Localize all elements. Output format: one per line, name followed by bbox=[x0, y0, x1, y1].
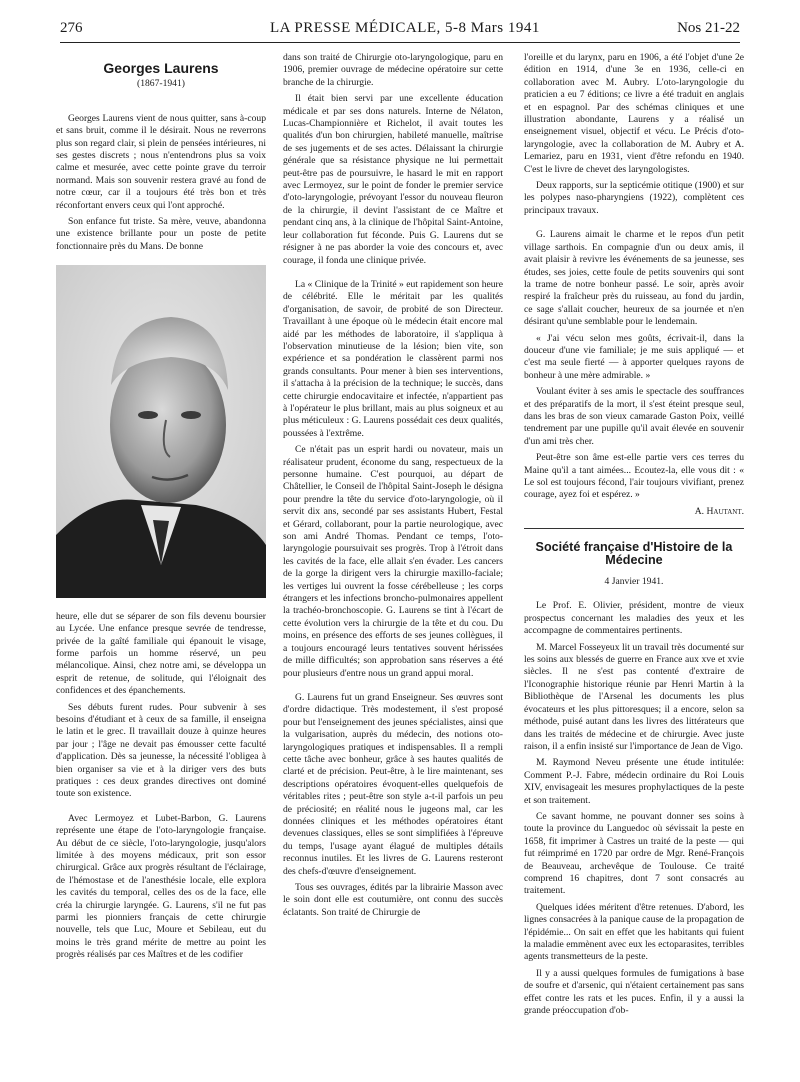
paragraph: Georges Laurens vient de nous quitter, sans à-coup et sans bruit, comme il le désirait. Nous ne reverrons plus son regard clair, si plein de pensées intérieures, ni ses gestes discrets ; nous n'entendrons plus sa voix calme et mesurée, avec cette pointe grave du terroir normand. Mais son souvenir restera gravé au fond de notre cœur, car il a toujours été très bon et très réconfortant envers ceux qui l'ont approché. bbox=[56, 112, 266, 211]
paragraph: Il y a aussi quelques formules de fumigations à base de soufre et d'arsenic, qui n'étaient certainement pas sans effet contre les rats et les puces. Enfin, il y a aussi la grande préoccupation d'ob- bbox=[524, 967, 744, 1017]
paragraph: G. Laurens fut un grand Enseigneur. Ses œuvres sont d'ordre didactique. Très modestement, il s'est proposé pour but l'enseignement des jeunes spécialistes, ainsi que la vulgarisation, auprès du médecin, des notions oto-laryngologiques pratiques et indispensables. Il a rempli cette tâche avec bonheur, grâce à ses hautes qualités de clarté et de précision. Peut-être, à le lire maintenant, ses descriptions opératoires évoquent-elles quelquefois de véritables rites ; peut-être son style a-t-il parfois un peu de préciosité; en réalité nous le jugeons mal, car les données cliniques et les méthodes opératoires étant devenues classiques, elles se sont simplifiées à l'épreuve du temps, l'usage ayant élagué de multiples détails reconnus inutiles. Et les livres de G. Laurens resteront des chefs-d'œuvre d'enseignement. bbox=[283, 691, 503, 877]
signature: A. Hautant. bbox=[694, 505, 744, 517]
paragraph: l'oreille et du larynx, paru en 1906, a été l'objet d'une 2e édition en 1914, d'une 3e en 1936, celle-ci en collaboration avec M. Aubry. L'oto-laryngologie du praticien a eu 7 éditions; ce livre a été traduit en anglais et en espagnol. Par des schémas cliniques et une illustration abondante, Laurens y a réalisé un enseignement visuel, objectif et vécu. Le Précis d'oto-laryngologie, avec la collaboration de M. Aubry et A. Lemariez, paru en 1931, vient d'être refondu en 1940. C'est le livre de chevet des laryngologistes. bbox=[524, 52, 744, 175]
journal-title: LA PRESSE MÉDICALE, 5-8 Mars 1941 bbox=[270, 20, 540, 36]
section-divider bbox=[524, 528, 744, 529]
paragraph: Quelques idées méritent d'être retenues. D'abord, les lignes consacrées à la panique cause de la propagation de l'épidémie... On sait en effet que les habitants qui fuient la maladie emmènent avec eux les ectoparasites, terribles agents transmetteurs de la peste. bbox=[524, 901, 744, 963]
paragraph: Ce n'était pas un esprit hardi ou novateur, mais un réalisateur prudent, économe du sang, respectueux de la personne humaine. C'est pourquoi, au départ de Châtellier, le Conseil de l'hôpital Saint-Joseph le désigna pour prendre la tête du service d'oto-laryngologie, où il servit dix ans, secondé par ses assistants Hubert, Festal et Gérard, collaborant, pour la partie neurologique, avec son ami André Thomas. Pendant ce temps, l'oto-laryngologie poursuivait ses progrès. Trop à l'étroit dans les cavités de la face, elle allait s'en évader. Les cancers de la gorge la dirigent vers la chirurgie maxillo-faciale; les vertiges lui ouvrent la fosse cérébelleuse ; les corps étrangers et les infections broncho-pulmonaires appellent la trachéo-bronchoscopie. G. Laurens se tint à l'écart de cette évolution vers la chirurgie de la tête et du cou. Du moins, en présence des efforts de ses jeunes collègues, il a toujours encouragé leurs tentatives souvent hérissées de mille difficultés; son approbation sans réserves a été pour plusieurs d'entre nous un grand appui moral. bbox=[283, 444, 503, 679]
society-title: Société française d'Histoire de la Médecine bbox=[535, 540, 733, 567]
paragraph: Il était bien servi par une excellente éducation médicale et par ses dons naturels. Interne de Nélaton, Lucas-Championnière et Richelot, il avait toutes les qualités d'un bon chirurgien, habileté manuelle, maîtrise de ses jugements et de ses actes. Délaissant la chirurgie générale que sa résistance physique ne lui permettait peut-être pas de poursuivre, le hasard le mit en rapport avec Lermoyez, sur le point de fonder le premier service d'oto-laryngologie, prévoyant l'essor du nouveau fleuron de la chirurgie, il devint l'assistant de ce Maître et pendant cinq ans, à la clinique de l'hôpital Saint-Antoine, leur collaboration fut féconde. Puis G. Laurens dut se résigner à ne pas aborder la voie des concours et, avec courage, il fonda une clinique privée. bbox=[283, 93, 503, 266]
page-number: 276 bbox=[60, 20, 83, 36]
paragraph: « J'ai vécu selon mes goûts, écrivait-il, dans la douceur d'une vie familiale; je me suis appliqué — et c'est ma seule fierté — à apporter quelques rayons de bonheur à une mère admirable. » bbox=[524, 332, 744, 381]
obituary-dates: (1867-1941) bbox=[137, 78, 185, 90]
paragraph: heure, elle dut se séparer de son fils devenu boursier au Lycée. Une enfance presque sevrée de tendresse, privée de la gaîté familiale qui épanouit le visage, forme parfois un homme réservé, un peu mélancolique. Ainsi, chez notre ami, se développa un esprit de retenue, de solitude, qui l'éloignait des confidences et des épanchements. bbox=[56, 610, 266, 697]
society-date: 4 Janvier 1941. bbox=[604, 576, 664, 588]
paragraph: Son enfance fut triste. Sa mère, veuve, abandonna une existence brillante pour un poste de petite fonctionnaire près du Mans. De bonne bbox=[56, 216, 266, 252]
issue-number: Nos 21-22 bbox=[677, 20, 740, 36]
obituary-title: Georges Laurens bbox=[103, 60, 219, 76]
paragraph: Avec Lermoyez et Lubet-Barbon, G. Laurens représente une étape de l'oto-laryngologie française. Au début de ce siècle, l'oto-laryngologie, jusqu'alors limitée à des moyens médicaux, prit son essor chirurgical. Grâce aux progrès résultant de l'éclairage, de l'hémostase et de l'anesthésie locale, elle explora les cavités du temporal, celles des os de la face, elle créa la chirurgie laryngée. G. Laurens, s'il ne fut pas parmi les pionniers français de cette chirurgie nouvelle, tels que Luc, Moure et Sebileau, eut du moins le très grand mérite de mettre au point les progrès réalisés par ces Maîtres et de les codifier bbox=[56, 812, 266, 961]
paragraph: dans son traité de Chirurgie oto-laryngologique, paru en 1906, premier ouvrage de médecine opératoire sur cette branche de la chirurgie. bbox=[283, 52, 503, 88]
paragraph: Ce savant homme, ne pouvant donner ses soins à toute la province du Languedoc où sévissait la peste en 1658, fit imprimer à Castres un traité de la peste — qui fut réimprimé en 1720 par ordre de Mgr. René-François de Beauveau, archevêque de Toulouse. Ce traité comprend 16 chapitres, dont 7 sont consacrés au traitement. bbox=[524, 810, 744, 897]
portrait-photo bbox=[56, 265, 266, 598]
paragraph: Tous ses ouvrages, édités par la librairie Masson avec le soin dont elle est coutumière, ont connu des succès éclatants. Son traité de Chirurgie de bbox=[283, 882, 503, 918]
column-3 bbox=[524, 52, 744, 1021]
column-2 bbox=[283, 52, 503, 923]
paragraph: Ses débuts furent rudes. Pour subvenir à ses besoins d'étudiant et à ceux de sa famille, il enseigna le latin et le grec. Il travaillait douze à quinze heures par jour ; l'âge ne devait pas émousser cette faculté d'application. Dès sa jeunesse, la nécessité l'obligea à bien organiser sa vie et à la diriger vers des buts pratiques : ces deux grandes directives ont dominé toute son existence. bbox=[56, 701, 266, 800]
paragraph: M. Raymond Neveu présente une étude intitulée: Comment P.-J. Fabre, médecin ordinaire du Roi Louis XIV, envisageait les mesures prophylactiques de la peste et son traitement. bbox=[524, 757, 744, 806]
page-header bbox=[60, 20, 740, 43]
column-1 bbox=[56, 52, 266, 966]
paragraph: Deux rapports, sur la septicémie otitique (1900) et sur les polypes naso-pharyngiens (1922), complètent ces principaux travaux. bbox=[524, 180, 744, 216]
paragraph: G. Laurens aimait le charme et le repos d'un petit village sarthois. En compagnie d'un ou deux amis, il avait plaisir à revivre les événements de sa jeunesse, ses études, ses joies, cette foule de petits souvenirs qui sont la trame de notre bonheur passé. Le soir, après avoir respiré la fraîcheur près du ruisseau, au fond du jardin, ce sage s'allait coucher, heureux de sa journée et n'en désirant qu'une semblable pour le lendemain. bbox=[524, 229, 744, 328]
paragraph: Le Prof. E. Olivier, président, montre de vieux prospectus concernant les maladies des yeux et les accompagne de commentaires pertinents. bbox=[524, 600, 744, 637]
paragraph: Voulant éviter à ses amis le spectacle des souffrances et des préparatifs de la mort, il s'est éteint presque seul, dans les bras de son vieux camarade Gaston Poix, veillé tendrement par une pupille qu'il avait élevée en souvenir d'un ami très cher. bbox=[524, 386, 744, 447]
paragraph: La « Clinique de la Trinité » eut rapidement son heure de célébrité. Elle le méritait par les qualités d'organisation, de savoir, de probité de son Directeur. Travaillant à une époque où le médecin était encore mal aidé par les méthodes de laboratoire, il s'appliqua à l'observation minutieuse de la lésion; bien vite, son expérience et sa pondération le classèrent parmi nos grands consultants. Pour mener à bien ses interventions, il s'attacha à la précision de la technique; le succès, dans cette chirurgie endocavitaire et infectée, n'appartient pas à l'opérateur le plus brillant, mais au plus soigneux et au plus méticuleux : G. Laurens possédait ces deux qualités, poussées à l'extrême. bbox=[283, 278, 503, 439]
paragraph: Peut-être son âme est-elle partie vers ces terres du Maine qu'il a tant aimées... Ecoutez-la, elle vous dit : « Le sol est toujours fécond, l'air toujours vivifiant, prenez courage, ayez foi et espérez. » bbox=[524, 452, 744, 501]
paragraph: M. Marcel Fosseyeux lit un travail très documenté sur les soins aux blessés de guerre en France aux xve et xvie siècles. Il ne s'est pas contenté d'extraire de l'Iconographie historique réunie par Henri Martin à la Bibliothèque de l'Arsenal les documents les plus évocateurs et les plus pittoresques; il a encore, selon sa méthode, puisé autant dans les livres des littérateurs que dans les traités de médecine et de chirurgie. Avec juste raison, il a enfin insisté sur l'importance de Jean de Vigo. bbox=[524, 641, 744, 752]
